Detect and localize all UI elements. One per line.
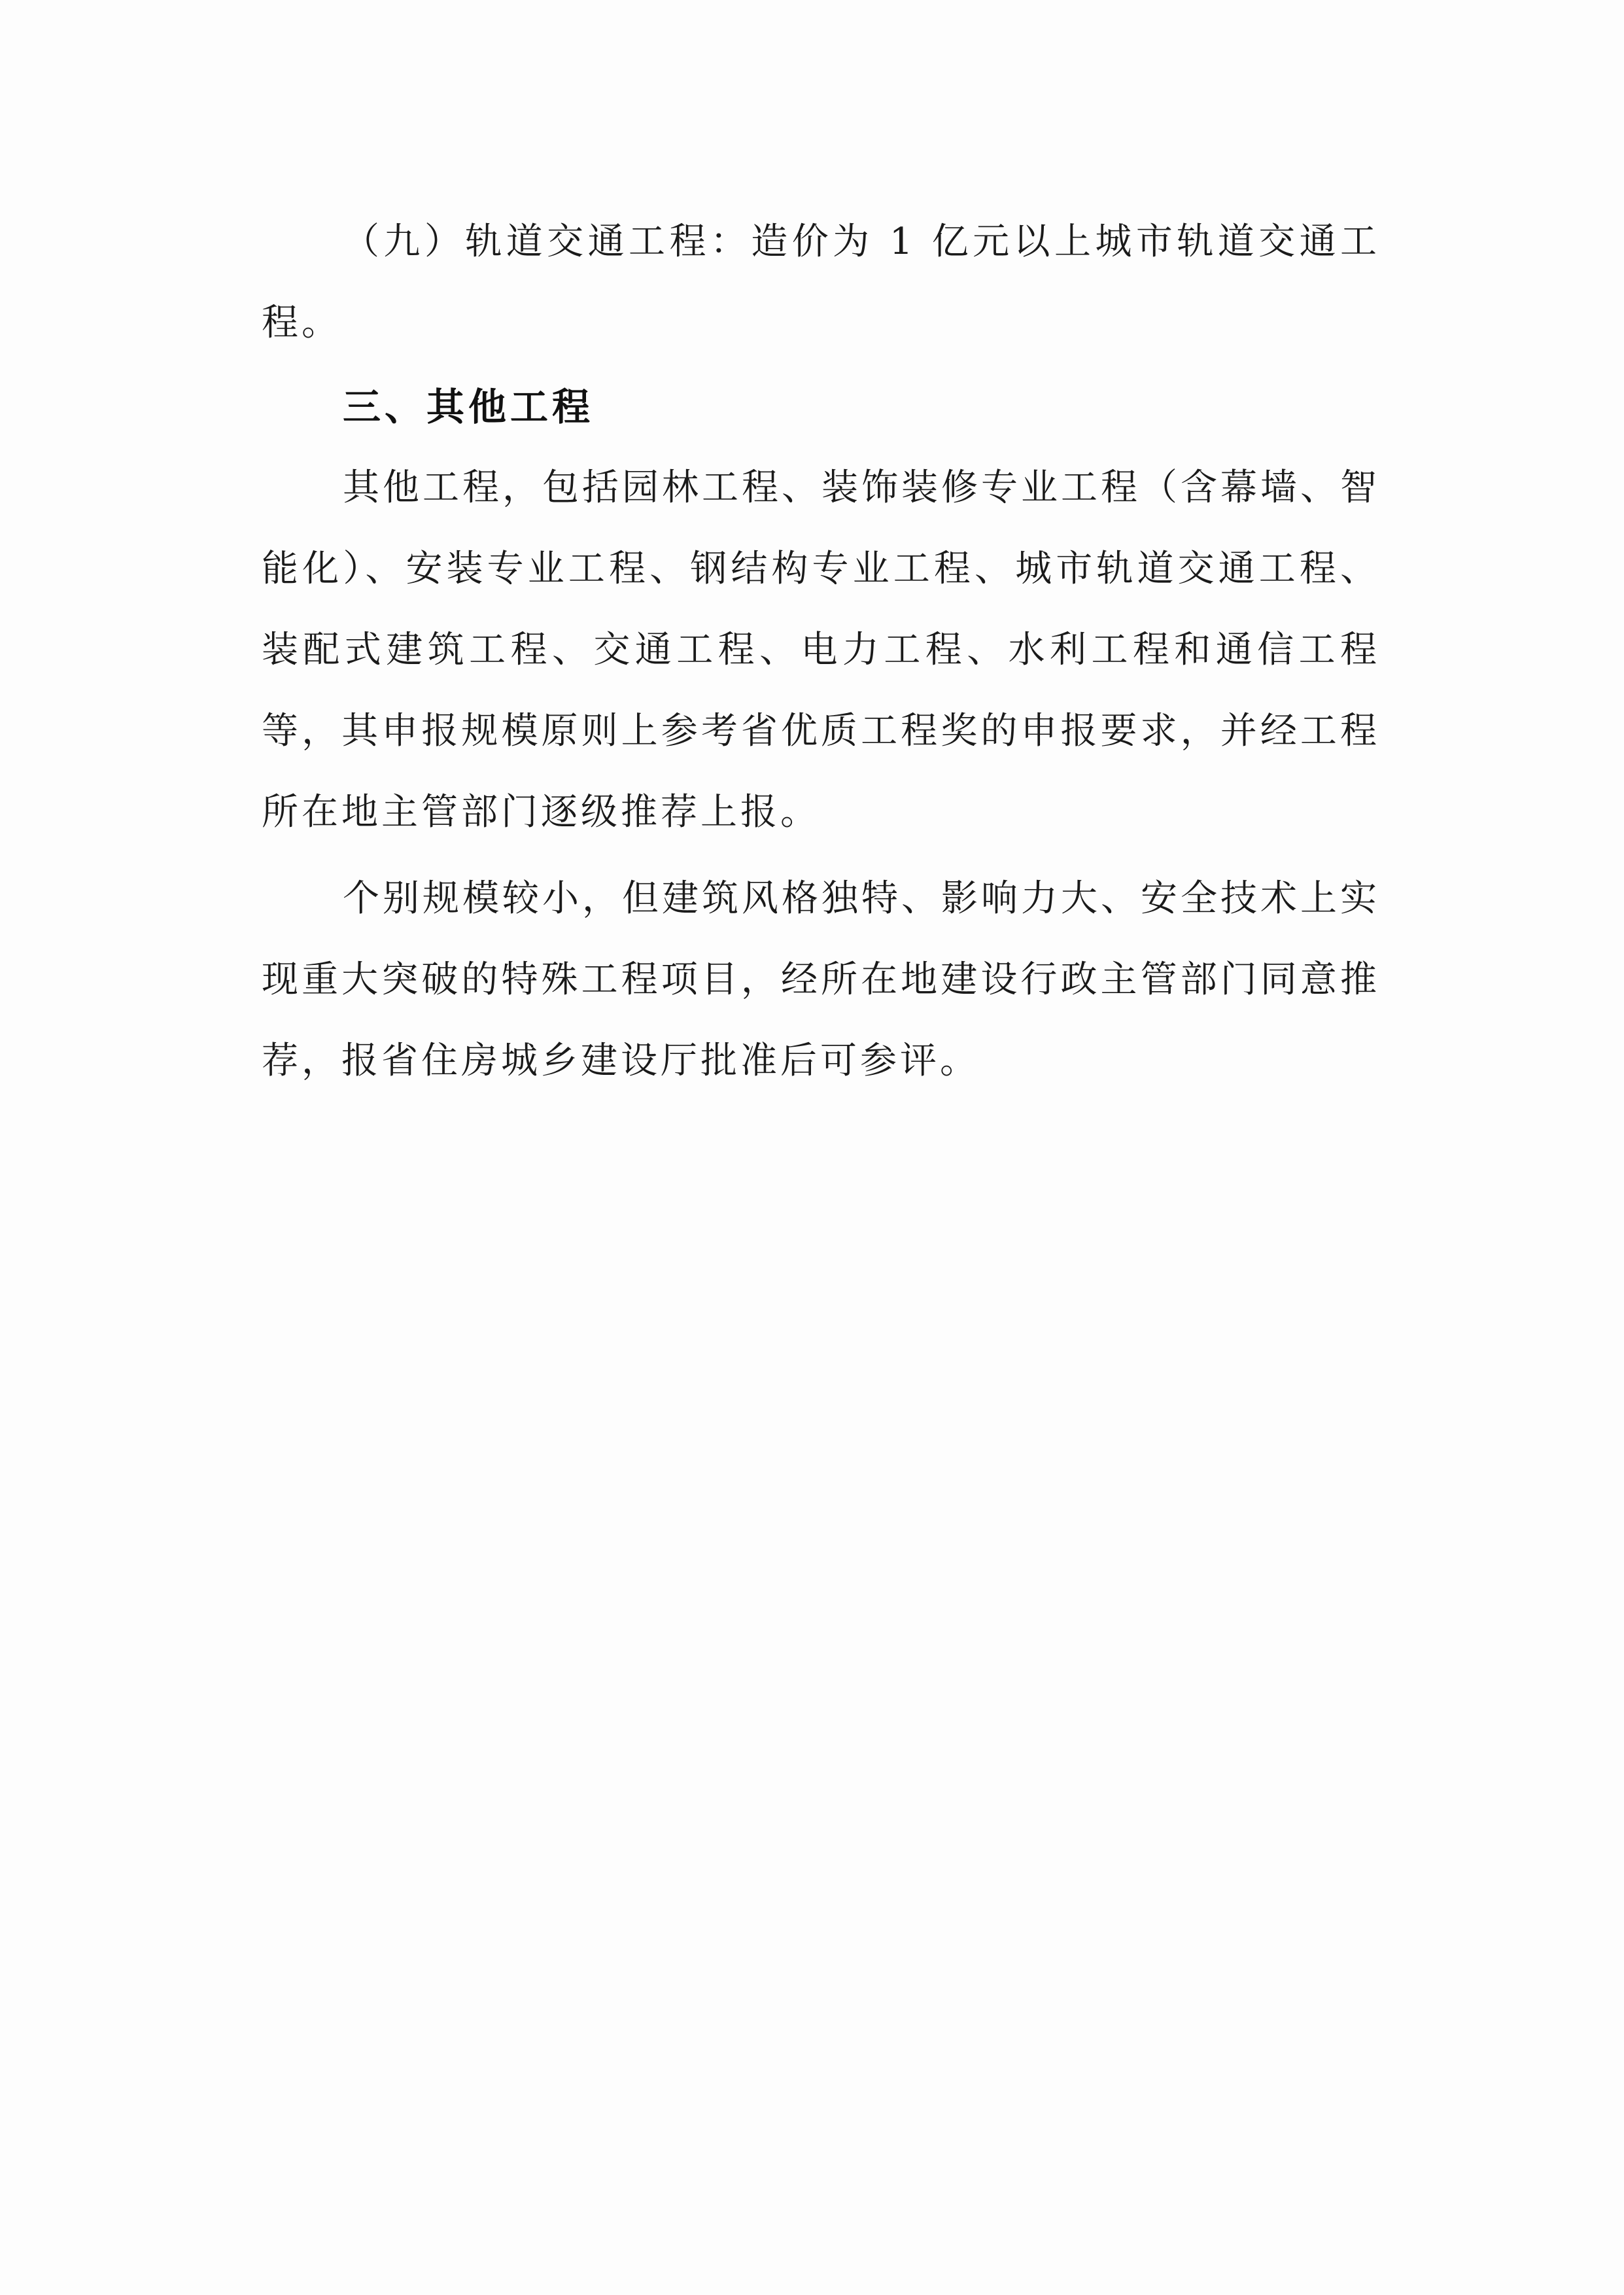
paragraph-special-projects: 个别规模较小，但建筑风格独特、影响力大、安全技术上实现重大突破的特殊工程项目，经所在地建设行政主管部门同意推荐，报省住房城乡建设厅批准后可参评。 — [262, 877, 1380, 1082]
paragraph-other-projects: 其他工程，包括园林工程、装饰装修专业工程（含幕墙、智能化）、安装专业工程、钢结构专业工程、城市轨道交通工程、装配式建筑工程、交通工程、电力工程、水利工程和通信工程等，其申报规模原则上参考省优质工程奖的申报要求，并经工程所在地主管部门逐级推荐上报。 — [262, 466, 1380, 833]
section-heading-other-projects: 三、其他工程 — [343, 385, 595, 429]
paragraph-rail-transit: （九）轨道交通工程：造价为 1 亿元以上城市轨道交通工程。 — [262, 220, 1380, 344]
